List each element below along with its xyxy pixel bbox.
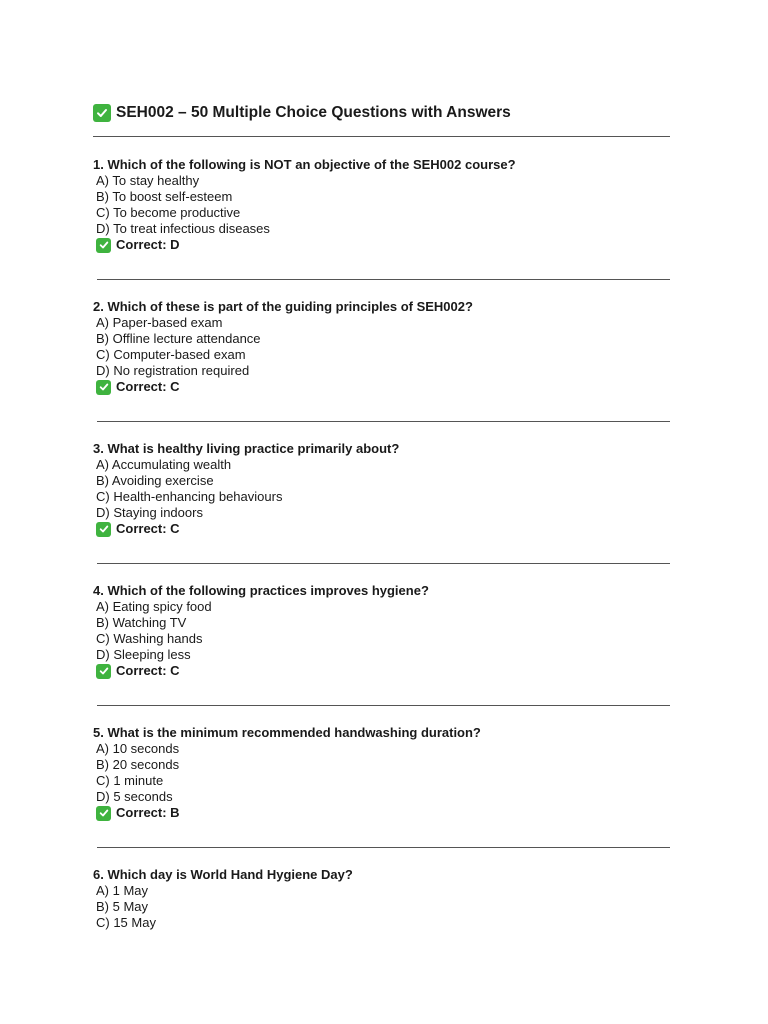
check-mark-button-icon bbox=[96, 806, 111, 821]
answer-option: D) Sleeping less bbox=[96, 647, 191, 662]
answer-option: C) To become productive bbox=[96, 205, 241, 220]
correct-answer bbox=[93, 379, 670, 395]
correct-answer bbox=[93, 805, 670, 821]
question-divider bbox=[97, 563, 670, 564]
correct-answer-text: Correct: C bbox=[116, 521, 180, 536]
question-text: 4. Which of the following practices improves hygiene? bbox=[93, 583, 429, 598]
answer-option: D) No registration required bbox=[96, 363, 250, 378]
answer-option: C) Health-enhancing behaviours bbox=[96, 489, 283, 504]
answer-option: A) Paper-based exam bbox=[96, 315, 223, 330]
answer-option: C) 15 May bbox=[96, 915, 156, 930]
question-list bbox=[93, 157, 670, 931]
answer-option: D) To treat infectious diseases bbox=[96, 221, 270, 236]
correct-answer-text: Correct: D bbox=[116, 237, 180, 252]
answer-option: C) Washing hands bbox=[96, 631, 203, 646]
question-divider bbox=[97, 421, 670, 422]
check-mark-button-icon bbox=[96, 380, 111, 395]
question-block bbox=[93, 299, 670, 422]
check-mark-button-icon bbox=[96, 522, 111, 537]
answer-option: A) 10 seconds bbox=[96, 741, 180, 756]
question-text: 3. What is healthy living practice primarily about? bbox=[93, 441, 400, 456]
question-divider bbox=[97, 279, 670, 280]
answer-option: A) 1 May bbox=[96, 883, 149, 898]
question-text: 1. Which of the following is NOT an objective of the SEH002 course? bbox=[93, 157, 516, 172]
question-text: 2. Which of these is part of the guiding principles of SEH002? bbox=[93, 299, 473, 314]
question-block bbox=[93, 441, 670, 564]
answer-option: A) To stay healthy bbox=[96, 173, 200, 188]
question-text: 5. What is the minimum recommended handwashing duration? bbox=[93, 725, 481, 740]
question-text: 6. Which day is World Hand Hygiene Day? bbox=[93, 867, 353, 882]
document-page bbox=[93, 100, 670, 931]
question-block bbox=[93, 867, 670, 931]
answer-option: B) To boost self-esteem bbox=[96, 189, 233, 204]
correct-answer-text: Correct: C bbox=[116, 379, 180, 394]
document-title bbox=[93, 100, 670, 126]
answer-option: B) Offline lecture attendance bbox=[96, 331, 261, 346]
correct-answer bbox=[93, 521, 670, 537]
question-divider bbox=[97, 847, 670, 848]
check-mark-button-icon bbox=[93, 104, 111, 122]
answer-option: D) 5 seconds bbox=[96, 789, 173, 804]
title-divider bbox=[93, 136, 670, 137]
answer-option: A) Accumulating wealth bbox=[96, 457, 232, 472]
check-mark-button-icon bbox=[96, 664, 111, 679]
question-divider bbox=[97, 705, 670, 706]
answer-option: D) Staying indoors bbox=[96, 505, 203, 520]
correct-answer-text: Correct: B bbox=[116, 805, 180, 820]
question-block bbox=[93, 725, 670, 848]
document-title-text: SEH002 – 50 Multiple Choice Questions with Answers bbox=[116, 104, 511, 121]
question-block bbox=[93, 157, 670, 280]
correct-answer-text: Correct: C bbox=[116, 663, 180, 678]
answer-option: B) 20 seconds bbox=[96, 757, 180, 772]
correct-answer bbox=[93, 663, 670, 679]
check-mark-button-icon bbox=[96, 238, 111, 253]
correct-answer bbox=[93, 237, 670, 253]
answer-option: B) Avoiding exercise bbox=[96, 473, 214, 488]
answer-option: A) Eating spicy food bbox=[96, 599, 212, 614]
answer-option: B) Watching TV bbox=[96, 615, 187, 630]
question-block bbox=[93, 583, 670, 706]
answer-option: C) Computer-based exam bbox=[96, 347, 246, 362]
answer-option: B) 5 May bbox=[96, 899, 149, 914]
answer-option: C) 1 minute bbox=[96, 773, 164, 788]
